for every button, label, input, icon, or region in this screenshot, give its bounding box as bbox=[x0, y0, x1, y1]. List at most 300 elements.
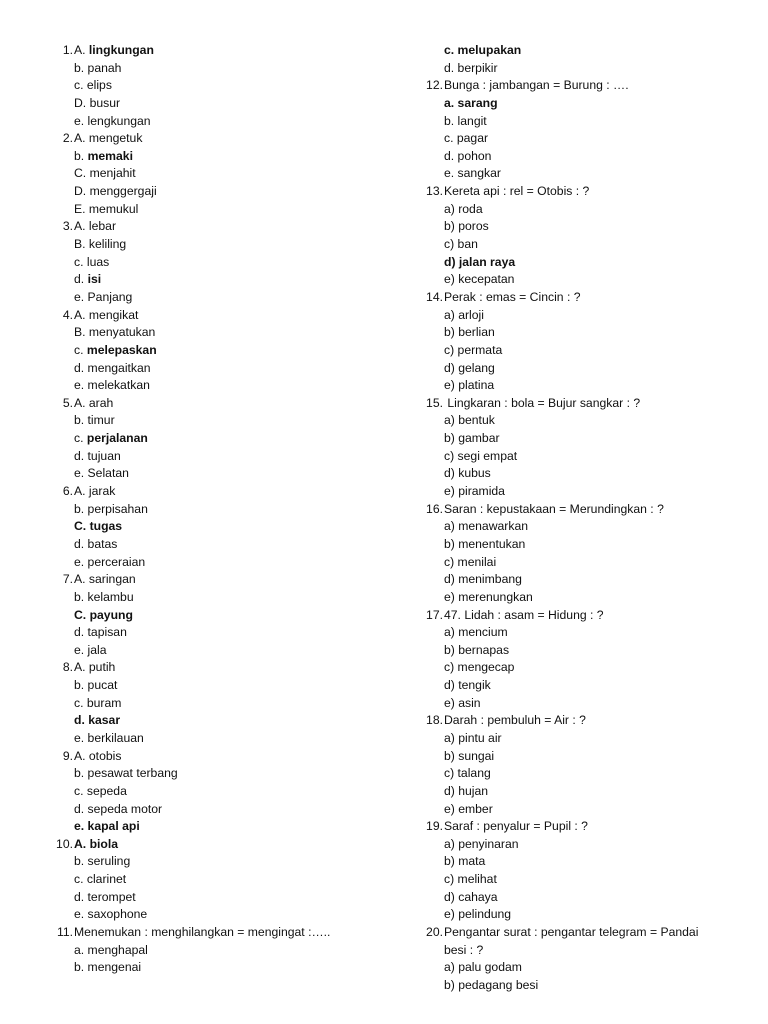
number-gap bbox=[410, 624, 443, 642]
plain-text: b) bernapas bbox=[444, 642, 510, 657]
plain-text: d. batas bbox=[74, 536, 118, 551]
number-gap bbox=[410, 536, 443, 554]
option-line bbox=[40, 889, 380, 907]
option-line bbox=[40, 412, 380, 430]
option-line bbox=[410, 871, 730, 889]
number-gap bbox=[410, 554, 443, 572]
number-gap bbox=[40, 853, 73, 871]
option-line bbox=[410, 324, 730, 342]
number-gap bbox=[40, 801, 73, 819]
line-text bbox=[443, 218, 489, 236]
option-line bbox=[40, 183, 380, 201]
option-line bbox=[410, 836, 730, 854]
line-text bbox=[443, 571, 522, 589]
question-line bbox=[410, 924, 730, 942]
option-line bbox=[410, 271, 730, 289]
line-text bbox=[73, 889, 136, 907]
answer-text: melepaskan bbox=[86, 342, 157, 357]
option-line bbox=[40, 289, 380, 307]
plain-text: 47. Lidah : asam = Hidung : ? bbox=[444, 607, 604, 622]
line-text bbox=[73, 130, 142, 148]
number-gap bbox=[40, 271, 73, 289]
line-text bbox=[443, 977, 538, 995]
plain-text: Darah : pembuluh = Air : ? bbox=[444, 713, 586, 728]
number-gap bbox=[410, 677, 443, 695]
question-number: 9. bbox=[62, 748, 73, 763]
plain-text: c) ban bbox=[444, 237, 478, 252]
number-gap bbox=[40, 783, 73, 801]
line-text bbox=[443, 271, 514, 289]
plain-text: c. bbox=[74, 342, 87, 357]
option-line bbox=[40, 501, 380, 519]
plain-text: a) palu godam bbox=[444, 960, 522, 975]
plain-text: d) cahaya bbox=[444, 889, 498, 904]
question-line bbox=[40, 307, 380, 325]
plain-text: b) berlian bbox=[444, 325, 495, 340]
plain-text: c. luas bbox=[74, 254, 110, 269]
line-text bbox=[73, 236, 126, 254]
option-line bbox=[40, 536, 380, 554]
number-gap bbox=[410, 148, 443, 166]
number-gap bbox=[40, 871, 73, 889]
line-text bbox=[443, 924, 698, 942]
line-text bbox=[443, 324, 495, 342]
number-gap bbox=[40, 95, 73, 113]
answer-text: C. payung bbox=[74, 607, 133, 622]
question-number: 3. bbox=[62, 219, 73, 234]
option-line bbox=[410, 801, 730, 819]
option-line bbox=[40, 677, 380, 695]
number-gap bbox=[410, 906, 443, 924]
option-line bbox=[40, 801, 380, 819]
plain-text: c) menilai bbox=[444, 554, 497, 569]
option-line bbox=[410, 130, 730, 148]
number-gap bbox=[40, 360, 73, 378]
number-gap bbox=[40, 624, 73, 642]
line-text bbox=[443, 95, 498, 113]
plain-text: e. sangkar bbox=[444, 166, 501, 181]
option-line bbox=[410, 377, 730, 395]
number-gap bbox=[410, 659, 443, 677]
plain-text: b. bbox=[74, 148, 88, 163]
line-text bbox=[443, 801, 493, 819]
plain-text: c. sepeda bbox=[74, 783, 127, 798]
question-line bbox=[410, 818, 730, 836]
question-line bbox=[410, 183, 730, 201]
number-gap bbox=[40, 148, 73, 166]
option-line bbox=[40, 254, 380, 272]
number-gap bbox=[410, 430, 443, 448]
option-line bbox=[40, 165, 380, 183]
option-line bbox=[40, 60, 380, 78]
line-text bbox=[443, 236, 478, 254]
number-gap bbox=[410, 60, 443, 78]
number-gap bbox=[40, 183, 73, 201]
answer-text: isi bbox=[87, 272, 102, 287]
option-line bbox=[40, 959, 380, 977]
answer-text: C. tugas bbox=[74, 519, 123, 534]
line-text bbox=[443, 360, 495, 378]
number-gap bbox=[40, 448, 73, 466]
line-text bbox=[443, 201, 483, 219]
plain-text: b. timur bbox=[74, 413, 115, 428]
line-text bbox=[73, 853, 130, 871]
option-line bbox=[410, 518, 730, 536]
number-gap bbox=[40, 730, 73, 748]
plain-text: e) merenungkan bbox=[444, 589, 533, 604]
number-gap bbox=[410, 342, 443, 360]
answer-text: a. sarang bbox=[444, 95, 498, 110]
plain-text: d) menimbang bbox=[444, 572, 522, 587]
plain-text: d. bbox=[74, 272, 88, 287]
line-text bbox=[73, 677, 117, 695]
plain-text: c) talang bbox=[444, 766, 491, 781]
plain-text: d. mengaitkan bbox=[74, 360, 151, 375]
plain-text: b. perpisahan bbox=[74, 501, 148, 516]
line-text bbox=[443, 483, 505, 501]
option-line bbox=[410, 554, 730, 572]
option-line bbox=[410, 624, 730, 642]
number-gap bbox=[40, 695, 73, 713]
number-gap bbox=[40, 942, 73, 960]
plain-text: Perak : emas = Cincin : ? bbox=[444, 289, 581, 304]
plain-text: e. Selatan bbox=[74, 466, 129, 481]
line-text bbox=[73, 77, 112, 95]
question-number: 4. bbox=[62, 307, 73, 322]
question-line bbox=[410, 501, 730, 519]
number-gap bbox=[40, 607, 73, 625]
option-line bbox=[40, 342, 380, 360]
number-gap bbox=[40, 959, 73, 977]
answer-text: e. kapal api bbox=[74, 819, 140, 834]
line-text bbox=[73, 60, 121, 78]
line-text bbox=[73, 624, 127, 642]
option-line bbox=[40, 360, 380, 378]
question-number: 14. bbox=[426, 289, 443, 304]
number-gap bbox=[410, 748, 443, 766]
plain-text: Lingkaran : bola = Bujur sangkar : ? bbox=[444, 395, 641, 410]
plain-text: e. lengkungan bbox=[74, 113, 151, 128]
line-text bbox=[443, 871, 497, 889]
plain-text: c) mengecap bbox=[444, 660, 515, 675]
option-line bbox=[40, 430, 380, 448]
option-line bbox=[40, 712, 380, 730]
number-gap bbox=[410, 836, 443, 854]
option-line bbox=[40, 607, 380, 625]
number-gap bbox=[410, 95, 443, 113]
plain-text: e) platina bbox=[444, 378, 495, 393]
line-text bbox=[443, 730, 502, 748]
option-line bbox=[40, 271, 380, 289]
option-line bbox=[40, 77, 380, 95]
number-gap bbox=[40, 465, 73, 483]
number-gap bbox=[410, 324, 443, 342]
number-gap bbox=[410, 201, 443, 219]
question-line bbox=[40, 924, 380, 942]
option-line bbox=[40, 465, 380, 483]
plain-text: A. bbox=[74, 43, 89, 57]
number-gap bbox=[410, 307, 443, 325]
plain-text: A. mengikat bbox=[74, 307, 139, 322]
plain-text: C. menjahit bbox=[74, 166, 136, 181]
plain-text: B. menyatukan bbox=[74, 325, 156, 340]
plain-text: D. menggergaji bbox=[74, 184, 157, 199]
line-text bbox=[443, 765, 491, 783]
line-text bbox=[73, 483, 115, 501]
number-gap bbox=[410, 589, 443, 607]
line-text bbox=[73, 201, 138, 219]
number-gap bbox=[410, 765, 443, 783]
number-gap bbox=[410, 236, 443, 254]
option-line bbox=[410, 571, 730, 589]
number-gap bbox=[410, 218, 443, 236]
option-line bbox=[410, 307, 730, 325]
option-line bbox=[410, 448, 730, 466]
option-line bbox=[410, 254, 730, 272]
plain-text: d) hujan bbox=[444, 783, 489, 798]
number-gap bbox=[40, 324, 73, 342]
number-gap bbox=[410, 165, 443, 183]
plain-text: Bunga : jambangan = Burung : …. bbox=[444, 78, 629, 93]
option-line bbox=[410, 748, 730, 766]
plain-text: d) gelang bbox=[444, 360, 495, 375]
number-gap bbox=[40, 377, 73, 395]
question-line bbox=[40, 130, 380, 148]
question-number: 8. bbox=[62, 660, 73, 675]
option-line bbox=[40, 113, 380, 131]
question-line bbox=[40, 748, 380, 766]
line-text bbox=[73, 95, 120, 113]
question-line bbox=[410, 289, 730, 307]
number-gap bbox=[40, 201, 73, 219]
option-line bbox=[410, 95, 730, 113]
number-gap bbox=[410, 42, 443, 60]
number-gap bbox=[40, 430, 73, 448]
option-line bbox=[40, 783, 380, 801]
answer-text: A. biola bbox=[74, 836, 119, 851]
number-gap bbox=[410, 871, 443, 889]
plain-text: Kereta api : rel = Otobis : ? bbox=[444, 184, 590, 199]
line-text bbox=[73, 307, 138, 325]
plain-text: c. elips bbox=[74, 78, 112, 93]
question-number: 18. bbox=[426, 713, 443, 728]
option-line bbox=[410, 977, 730, 995]
option-line bbox=[40, 518, 380, 536]
option-line bbox=[40, 942, 380, 960]
plain-text: d) tengik bbox=[444, 678, 491, 693]
number-gap bbox=[410, 271, 443, 289]
question-number: 11. bbox=[56, 925, 73, 940]
plain-text: e) kecepatan bbox=[444, 272, 515, 287]
number-gap bbox=[40, 289, 73, 307]
option-line bbox=[410, 659, 730, 677]
plain-text: d) kubus bbox=[444, 466, 491, 481]
plain-text: b. kelambu bbox=[74, 589, 134, 604]
line-text bbox=[73, 113, 151, 131]
line-text bbox=[443, 518, 528, 536]
line-text bbox=[443, 607, 604, 625]
plain-text: c. pagar bbox=[444, 131, 489, 146]
number-gap bbox=[410, 412, 443, 430]
question-number: 17. bbox=[426, 607, 443, 622]
number-gap bbox=[40, 236, 73, 254]
number-gap bbox=[40, 677, 73, 695]
line-text bbox=[443, 395, 640, 413]
number-gap bbox=[410, 130, 443, 148]
option-line bbox=[40, 730, 380, 748]
line-text bbox=[443, 42, 521, 60]
plain-text: b. seruling bbox=[74, 854, 131, 869]
line-text bbox=[73, 695, 121, 713]
line-text bbox=[73, 412, 115, 430]
line-text bbox=[73, 659, 115, 677]
line-text bbox=[73, 959, 141, 977]
plain-text: a) bentuk bbox=[444, 413, 495, 428]
option-line bbox=[410, 60, 730, 78]
line-text bbox=[73, 518, 122, 536]
question-line bbox=[40, 571, 380, 589]
option-line bbox=[40, 642, 380, 660]
line-text bbox=[443, 342, 502, 360]
line-text bbox=[443, 113, 487, 131]
question-line bbox=[40, 483, 380, 501]
line-text bbox=[443, 942, 483, 960]
question-number: 20. bbox=[426, 925, 443, 940]
number-gap bbox=[40, 165, 73, 183]
plain-text: a) roda bbox=[444, 201, 483, 216]
question-line bbox=[40, 42, 380, 60]
answer-text: d) jalan raya bbox=[444, 254, 516, 269]
plain-text: B. keliling bbox=[74, 237, 127, 252]
number-gap bbox=[40, 589, 73, 607]
option-line bbox=[410, 959, 730, 977]
option-line bbox=[410, 906, 730, 924]
number-gap bbox=[410, 254, 443, 272]
line-text bbox=[73, 730, 144, 748]
number-gap bbox=[40, 60, 73, 78]
number-gap bbox=[40, 889, 73, 907]
line-text bbox=[73, 765, 178, 783]
plain-text: Saran : kepustakaan = Merundingkan : ? bbox=[444, 501, 664, 516]
line-text bbox=[443, 659, 514, 677]
question-number: 1. bbox=[62, 43, 73, 57]
option-line bbox=[410, 483, 730, 501]
line-text bbox=[73, 165, 136, 183]
line-text bbox=[73, 924, 330, 942]
option-line bbox=[410, 430, 730, 448]
option-line bbox=[410, 148, 730, 166]
line-text bbox=[443, 412, 495, 430]
plain-text: a) mencium bbox=[444, 625, 508, 640]
question-line bbox=[410, 77, 730, 95]
question-number: 10. bbox=[56, 836, 73, 851]
plain-text: Pengantar surat : pengantar telegram = Pandai bbox=[444, 925, 699, 940]
line-text bbox=[443, 959, 522, 977]
answer-text: lingkungan bbox=[88, 43, 154, 57]
plain-text: e) pelindung bbox=[444, 907, 512, 922]
question-line bbox=[40, 836, 380, 854]
option-line bbox=[40, 589, 380, 607]
option-line bbox=[40, 201, 380, 219]
line-text bbox=[73, 377, 150, 395]
line-text bbox=[73, 554, 145, 572]
plain-text: e) piramida bbox=[444, 484, 505, 499]
line-text bbox=[443, 501, 664, 519]
line-text bbox=[443, 853, 485, 871]
line-text bbox=[443, 183, 589, 201]
number-gap bbox=[410, 360, 443, 378]
plain-text: D. busur bbox=[74, 95, 121, 110]
option-line bbox=[410, 536, 730, 554]
question-number: 5. bbox=[62, 395, 73, 410]
plain-text: b) gambar bbox=[444, 431, 500, 446]
option-line bbox=[410, 342, 730, 360]
option-line bbox=[410, 218, 730, 236]
plain-text: A. putih bbox=[74, 660, 116, 675]
number-gap bbox=[40, 113, 73, 131]
plain-text: e. melekatkan bbox=[74, 378, 150, 393]
question-number: 7. bbox=[62, 572, 73, 587]
question-number: 16. bbox=[426, 501, 443, 516]
line-text bbox=[73, 942, 148, 960]
answer-text: perjalanan bbox=[86, 431, 148, 446]
option-line bbox=[40, 236, 380, 254]
right-column bbox=[410, 42, 730, 995]
line-text bbox=[73, 342, 157, 360]
plain-text: c. buram bbox=[74, 695, 122, 710]
line-text bbox=[443, 677, 491, 695]
line-text bbox=[73, 906, 147, 924]
question-number: 15. bbox=[426, 395, 443, 410]
line-text bbox=[443, 818, 588, 836]
option-line bbox=[410, 165, 730, 183]
line-text bbox=[73, 271, 101, 289]
number-gap bbox=[410, 801, 443, 819]
plain-text: e. Panjang bbox=[74, 289, 133, 304]
number-gap bbox=[40, 554, 73, 572]
line-text bbox=[73, 571, 136, 589]
option-line bbox=[410, 695, 730, 713]
plain-text: A. mengetuk bbox=[74, 131, 143, 146]
option-line bbox=[40, 695, 380, 713]
option-line bbox=[40, 554, 380, 572]
option-line bbox=[410, 113, 730, 131]
number-gap bbox=[410, 853, 443, 871]
line-text bbox=[443, 589, 533, 607]
answer-text: d. kasar bbox=[74, 713, 121, 728]
line-text bbox=[73, 395, 113, 413]
option-line bbox=[40, 818, 380, 836]
number-gap bbox=[410, 518, 443, 536]
line-text bbox=[443, 554, 496, 572]
question-line bbox=[40, 659, 380, 677]
line-text bbox=[443, 289, 581, 307]
option-line bbox=[410, 942, 730, 960]
plain-text: A. otobis bbox=[74, 748, 122, 763]
number-gap bbox=[40, 906, 73, 924]
line-text bbox=[73, 748, 121, 766]
plain-text: a) pintu air bbox=[444, 730, 502, 745]
question-line bbox=[410, 712, 730, 730]
number-gap bbox=[40, 518, 73, 536]
line-text bbox=[443, 430, 500, 448]
line-text bbox=[443, 60, 498, 78]
plain-text: b. pesawat terbang bbox=[74, 766, 178, 781]
number-gap bbox=[410, 642, 443, 660]
line-text bbox=[73, 836, 118, 854]
line-text bbox=[73, 360, 151, 378]
plain-text: b) pedagang besi bbox=[444, 977, 539, 992]
